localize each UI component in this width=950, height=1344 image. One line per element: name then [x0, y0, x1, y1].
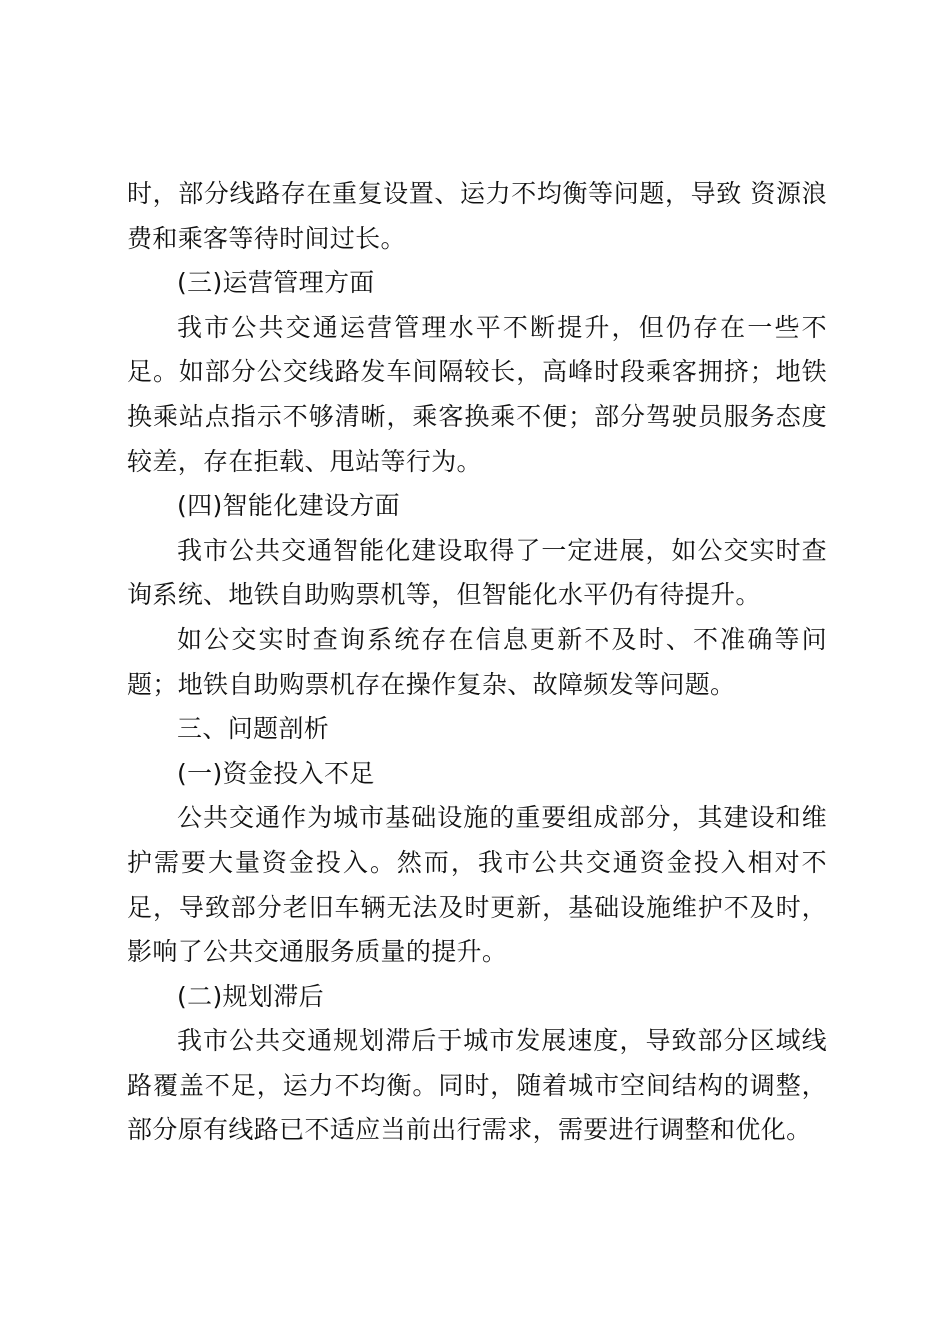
chapter-heading-analysis: 三、问题剖析 [177, 714, 330, 744]
paragraph-continuation: 时，部分线路存在重复设置、运力不均衡等问题，导致 资源浪费和乘客等待时间过长。 [127, 179, 827, 253]
paragraph-operations: 我市公共交通运营管理水平不断提升，但仍存在一些不足。如部分公交线路发车间隔较长，高峰时段乘客拥挤；地铁换乘站点指示不够清晰，乘客换乘不便；部分驾驶员服务态度较差，存在拒载、甩站等行为。 [127, 312, 827, 476]
section-heading-planning: (二)规划滞后 [177, 981, 324, 1011]
section-heading-intelligence: (四)智能化建设方面 [177, 491, 401, 521]
paragraph-intelligence: 我市公共交通智能化建设取得了一定进展，如公交实时查询系统、地铁自助购票机等，但智能化水平仍有待提升。 [127, 535, 827, 610]
section-heading-funding: (一)资金投入不足 [177, 758, 375, 788]
document-body [127, 172, 827, 1153]
section-heading-operations: (三)运营管理方面 [177, 268, 375, 298]
paragraph-funding: 公共交通作为城市基础设施的重要组成部分，其建设和维护需要大量资金投入。然而，我市公共交通资金投入相对不足，导致部分老旧车辆无法及时更新，基础设施维护不及时，影响了公共交通服务质量的提升。 [127, 803, 827, 967]
paragraph-intelligence-detail: 如公交实时查询系统存在信息更新不及时、不准确等问题；地铁自助购票机存在操作复杂、故障频发等问题。 [127, 624, 827, 699]
paragraph-planning: 我市公共交通规划滞后于城市发展速度，导致部分区域线路覆盖不足，运力不均衡。同时，随着城市空间结构的调整，部分原有线路已不适应当前出行需求，需要进行调整和优化。 [127, 1026, 827, 1145]
